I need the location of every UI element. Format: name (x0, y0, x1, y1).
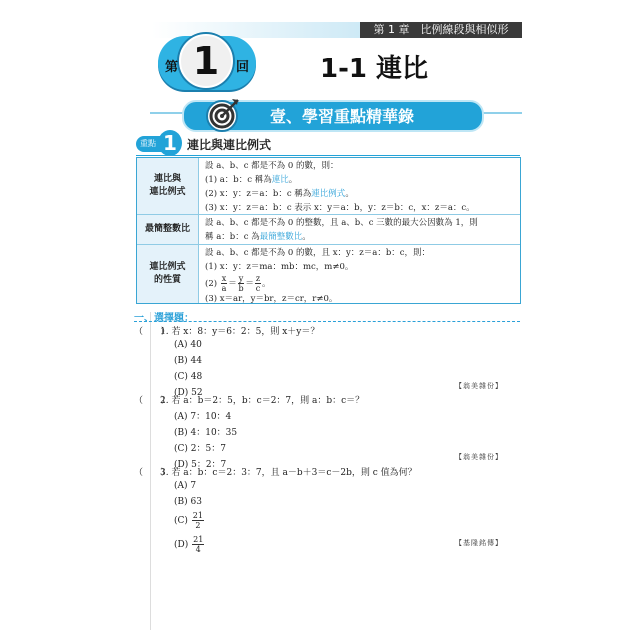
row-label: 連比例式 的性質 (137, 245, 199, 303)
question-3 (134, 465, 417, 478)
answer-blank[interactable]: （ ） (134, 327, 171, 337)
lesson-number: 1 (192, 39, 220, 83)
chapter-label: 第 1 章 比例線段與相似形 (360, 22, 522, 38)
topic-tag: 重點 (136, 136, 172, 152)
option: (C) $\frac{21}{2}$ (174, 511, 203, 530)
option: (C) 2：5：7 (174, 444, 226, 454)
fraction: $\frac{x}{a}$ (221, 274, 227, 293)
topic-rule (136, 155, 520, 156)
answer-blank[interactable]: （ ） (134, 396, 171, 406)
lesson-suffix: 回 (236, 60, 250, 75)
option: (B) 63 (174, 497, 202, 507)
row-label: 最簡整數比 (137, 215, 199, 244)
table-row (137, 245, 520, 303)
row-content: 設 a、b、c 都是不為 0 的數，則： (1) a：b：c 稱為連比。 (2) x：y：z＝a：b：c 稱為連比例式。 (3) x：y：z＝a：b：c 表示 x：y＝a：b，y：z＝b：c，x：z＝a：c。 (205, 161, 475, 213)
option: (A) 7 (174, 481, 197, 491)
fraction: $\frac{21}{2}$ (192, 511, 203, 530)
fraction: $\frac{z}{c}$ (255, 274, 261, 293)
topic-title: 連比與連比例式 (187, 138, 272, 152)
source-tag: 【翁美雜份】 (455, 453, 503, 461)
topic-number: 1 (158, 130, 182, 156)
option: (B) 4：10：35 (174, 428, 238, 438)
mcq-heading: 一、選擇題： (134, 313, 194, 324)
row-content: 設 a、b、c 都是不為 0 的整數，且 a、b、c 三數的最大公因數為 1，則 稱 a：b：c 為最簡整數比。 (205, 218, 478, 242)
question-2 (134, 393, 364, 406)
question-stem: 3. 若 a：b：c＝2：3：7，且 a－b＋3＝c－2b，則 c 值為何？ (160, 468, 417, 478)
table-row (137, 158, 520, 215)
option: (A) 40 (174, 340, 202, 350)
lesson-prefix: 第 (165, 60, 179, 75)
answer-blank[interactable]: （ ） (134, 468, 171, 478)
fraction: $\frac{y}{b}$ (238, 274, 244, 293)
table-row (137, 215, 520, 245)
section-banner-title: 壹、學習重點精華錄 (269, 107, 414, 126)
option: (C) 48 (174, 372, 203, 382)
option: (B) 44 (174, 356, 202, 366)
option: (A) 7：10：4 (174, 412, 232, 422)
option: (D) 5：2：7 (174, 460, 227, 470)
mcq-rule (134, 321, 520, 322)
source-tag: 【翁美雜份】 (455, 382, 503, 390)
fraction: $\frac{21}{4}$ (193, 535, 204, 554)
question-1 (134, 324, 319, 337)
page-title: 1-1 連比 (320, 54, 429, 84)
row-content: 設 a、b、c 都是不為 0 的數，且 x：y：z＝a：b：c，則： (1) x：y：z＝ma：mb：mc，m≠0。 (2) $\frac{x}{a}$ ＝ $\frac{y}{b}$ ＝ $\frac{z}{c}$ 。 (3) x＝ar，y＝br，z＝cr，r≠0。 (205, 248, 431, 304)
row-label: 連比與 連比例式 (137, 158, 199, 214)
option: (D) $\frac{21}{4}$ (174, 535, 204, 554)
question-stem: 1. 若 x：8：y＝6：2：5，則 x＋y＝？ (160, 327, 320, 337)
option: (D) 52 (174, 388, 203, 398)
source-tag: 【基隆銘傳】 (455, 539, 503, 547)
question-stem: 2. 若 a：b＝2：5，b：c＝2：7，則 a：b：c＝？ (160, 396, 365, 406)
target-icon (204, 94, 244, 134)
key-points-table (136, 157, 521, 304)
